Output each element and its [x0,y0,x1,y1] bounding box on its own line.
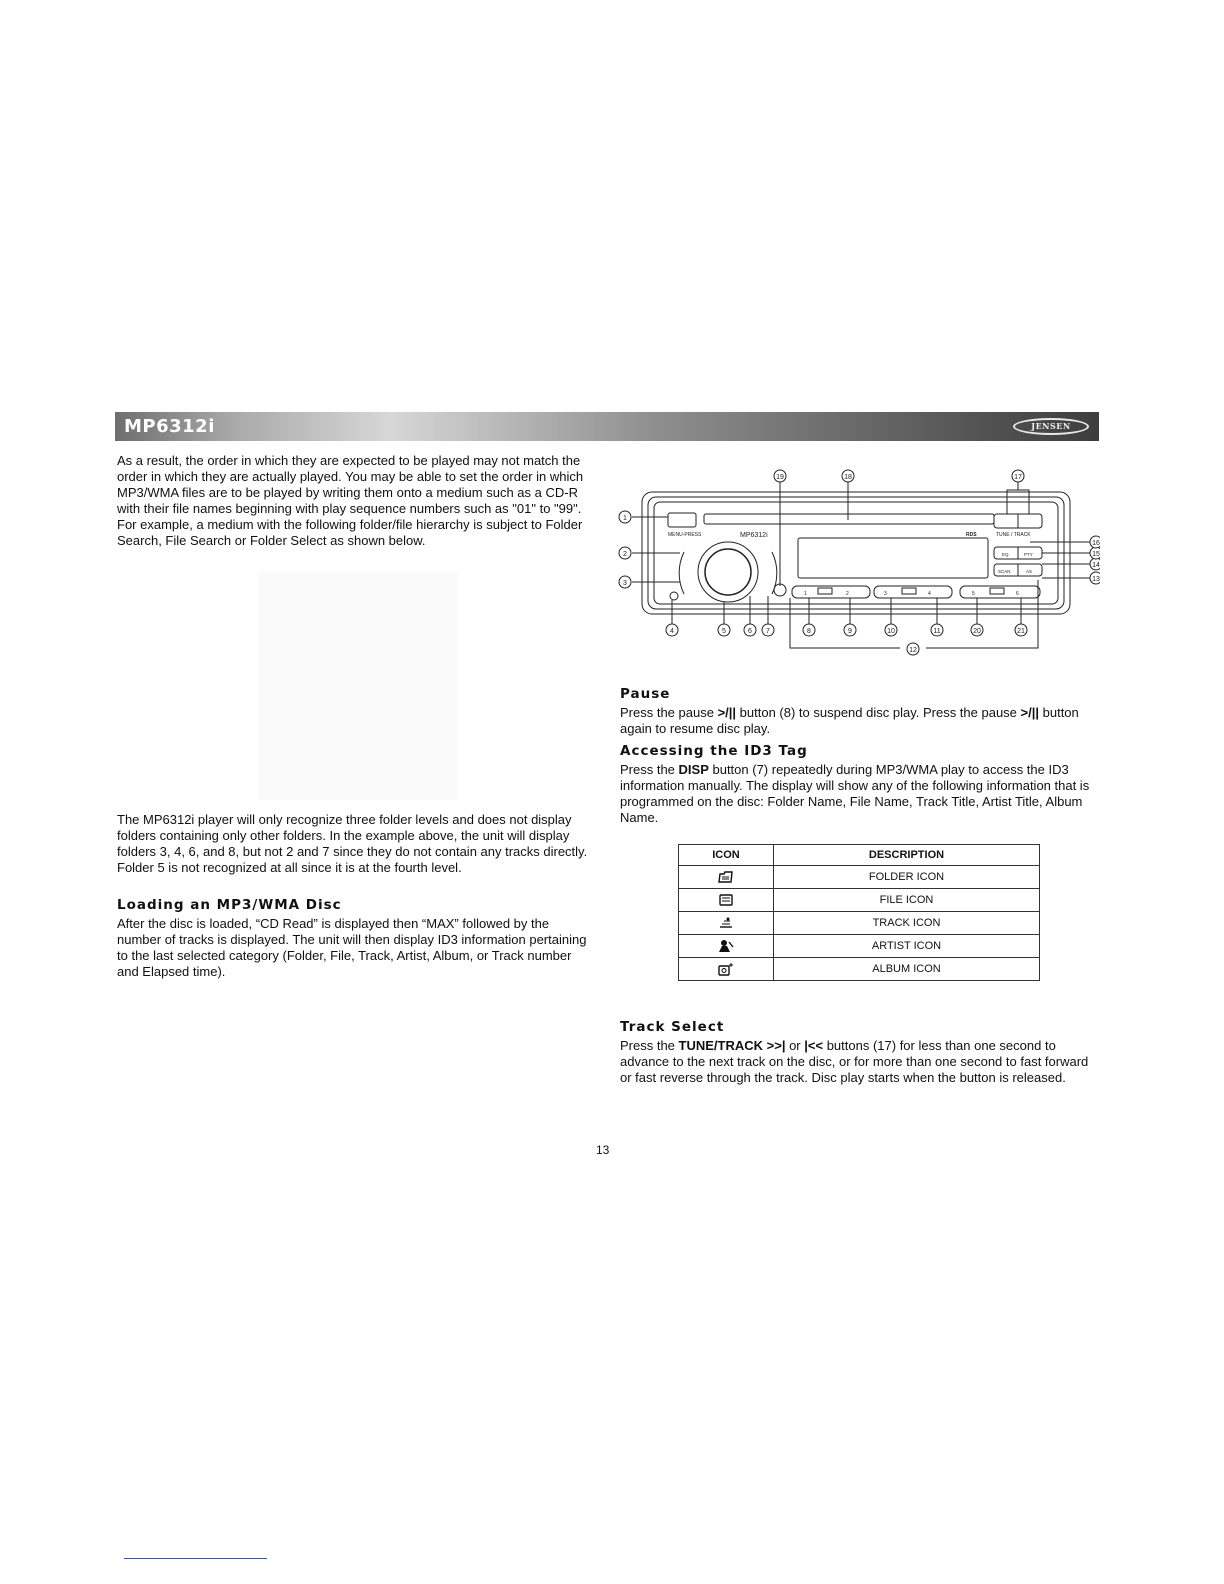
eq-button-label: EQ [1002,552,1009,557]
svg-text:4: 4 [670,628,674,635]
folder-levels-paragraph: The MP6312i player will only recognize three folder levels and does not display folders containing only other folders. In the example above, the unit will display folders 3, 4, 6, and 8, but not 2 and 7 since they do not contain any tracks directly. Folder 5 is not recognized at all since it is at the fourth level. [117,812,588,875]
header-bar [115,412,1099,441]
description-column-header: DESCRIPTION [774,845,1040,866]
table-cell: ARTIST ICON [774,935,1040,958]
intro-paragraph: As a result, the order in which they are expected to be played may not match the order in which they are actually played. You may be able to set the order in which MP3/WMA files are to be played by writing them onto a medium such as a CD-R with their file names beginning with play sequence numbers such as "01" to "99". For example, a medium with the following folder/file hierarchy is subject to Folder Search, File Search or Folder Select as shown below. [117,453,584,548]
folder-icon [718,870,734,884]
folder-hierarchy-figure [258,572,458,800]
loading-disc-heading: Loading an MP3/WMA Disc [117,897,342,913]
table-cell: FILE ICON [774,889,1040,912]
callout-8 [803,624,815,636]
svg-text:8: 8 [807,628,811,635]
radio-front-panel-diagram [610,462,1100,667]
menu-press-label: MENU-PRESS [668,532,702,538]
svg-text:9: 9 [848,628,852,635]
table-row [679,958,1040,981]
callout-3 [619,576,631,588]
table-cell: FOLDER ICON [774,866,1040,889]
album-icon [718,962,734,976]
track-select-paragraph: Press the TUNE/TRACK >>| or |<< buttons (17) for less than one second to advance to the next track on the disc, or for more than one second to fast forward or fast reverse through the track. Disc play starts when the button is released. [620,1038,1089,1085]
as-button-label: AS [1026,569,1033,574]
table-row [679,935,1040,958]
track-select-heading: Track Select [620,1019,725,1035]
callout-20 [971,624,983,636]
pause-paragraph: Press the pause >/|| button (8) to suspend disc play. Press the pause >/|| button again to resume disc play. [620,705,1079,736]
pty-button-label: PTY [1024,552,1033,557]
id3-heading: Accessing the ID3 Tag [620,743,808,759]
model-label: MP6312i [740,532,768,539]
svg-text:11: 11 [933,628,941,635]
svg-text:20: 20 [973,628,981,635]
callout-13 [1090,572,1100,584]
tune-track-label: TUNE / TRACK [996,532,1031,538]
svg-text:13: 13 [1092,576,1100,583]
svg-text:18: 18 [844,474,852,481]
callout-7 [762,624,774,636]
svg-text:21: 21 [1017,628,1025,635]
page-number: 13 [596,1143,610,1157]
table-row [679,912,1040,935]
svg-text:17: 17 [1014,474,1022,481]
track-icon [718,916,734,930]
loading-disc-paragraph: After the disc is loaded, “CD Read” is displayed then “MAX” followed by the number of tracks is displayed. The unit will then display ID3 information pertaining to the last selected category (Folder, File, Track, Artist, Album, or Track number and Elapsed time). [117,916,587,979]
svg-text:12: 12 [909,647,917,654]
callout-2 [619,547,631,559]
callout-5 [718,624,730,636]
callout-14 [1090,558,1100,570]
svg-text:3: 3 [623,580,627,587]
preset-4-label: 4 [928,591,931,597]
callout-21 [1015,624,1027,636]
callout-1 [619,511,631,523]
callout-6 [744,624,756,636]
footnote-rule [124,1558,267,1559]
table-row [679,866,1040,889]
callout-12 [907,643,919,655]
table-header-row [679,845,1040,866]
callout-19 [774,470,786,482]
callout-11 [931,624,943,636]
file-icon [718,893,734,907]
svg-text:5: 5 [722,628,726,635]
preset-1-label: 1 [804,591,807,597]
table-cell: TRACK ICON [774,912,1040,935]
svg-text:19: 19 [776,474,784,481]
svg-text:16: 16 [1092,540,1100,547]
rds-label: RDS [966,532,977,538]
callout-10 [885,624,897,636]
callout-18 [842,470,854,482]
svg-text:15: 15 [1092,551,1100,558]
artist-icon [718,939,734,953]
callout-4 [666,624,678,636]
callout-9 [844,624,856,636]
callout-17 [1012,470,1024,482]
preset-2-label: 2 [846,591,849,597]
table-row [679,889,1040,912]
icon-column-header: ICON [679,845,774,866]
svg-text:10: 10 [887,628,895,635]
pause-heading: Pause [620,686,671,702]
svg-text:6: 6 [748,628,752,635]
preset-6-label: 6 [1016,591,1019,597]
id3-icon-table [678,844,1040,981]
svg-text:1: 1 [623,515,627,522]
scan-button-label: SCAN [998,569,1011,574]
svg-text:2: 2 [623,551,627,558]
table-cell: ALBUM ICON [774,958,1040,981]
jensen-logo: JENSEN [1013,418,1089,435]
id3-paragraph: Press the DISP button (7) repeatedly during MP3/WMA play to access the ID3 information manually. The display will show any of the following information that is programmed on the disc: Folder Name, File Name, Track Title, Artist Title, Album Name. [620,762,1090,825]
document-title: MP6312i [124,416,215,437]
preset-3-label: 3 [884,591,887,597]
svg-text:7: 7 [766,628,770,635]
preset-5-label: 5 [972,591,975,597]
callout-15 [1090,547,1100,559]
svg-text:14: 14 [1092,562,1100,569]
callout-16 [1090,536,1100,548]
